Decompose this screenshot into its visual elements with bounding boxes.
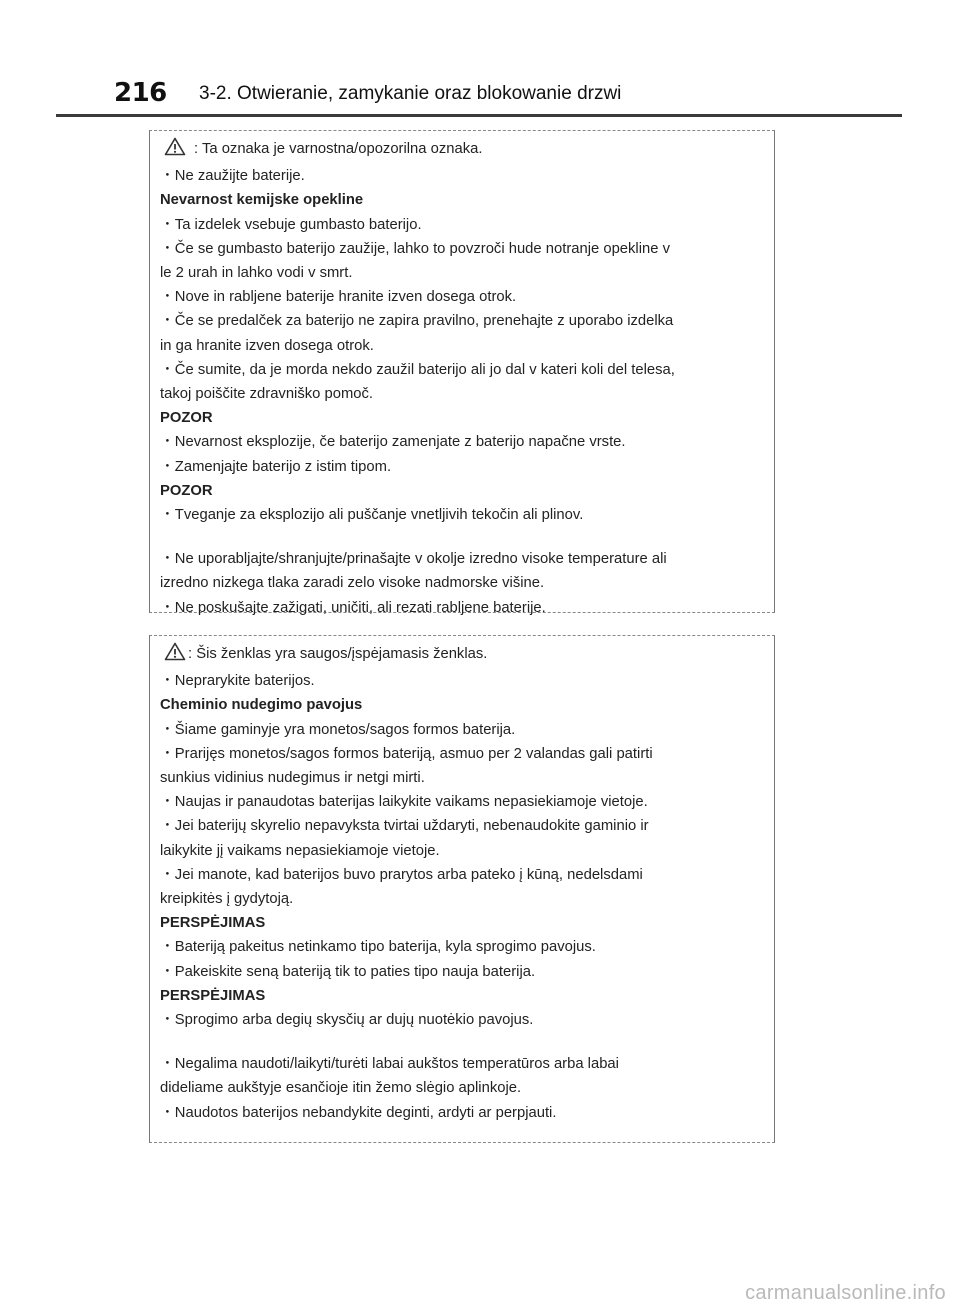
page-header: [0, 0, 960, 118]
bullet-text: ・Negalima naudoti/laikyti/turėti labai aukštos temperatūros arba labai: [160, 1056, 619, 1073]
bullet-text-continued: kreipkitės į gydytoją.: [160, 891, 294, 908]
watermark: carmanualsonline.info: [745, 1282, 946, 1304]
bullet-text: ・Nevarnost eksplozije, če baterijo zamenjate z baterijo napačne vrste.: [160, 434, 626, 451]
bullet-text: ・Šiame gaminyje yra monetos/sagos formos baterija.: [160, 721, 516, 738]
caution-heading: POZOR: [160, 410, 213, 427]
bullet-text-continued: dideliame aukštyje esančioje itin žemo slėgio aplinkoje.: [160, 1080, 522, 1097]
bullet-text: ・Jei manote, kad baterijos buvo prarytos arba pateko į kūną, nedelsdami: [160, 866, 643, 883]
warning-symbol-text: : Ta oznaka je varnostna/opozorilna oznaka.: [194, 141, 483, 157]
caution-heading: PERSPĖJIMAS: [160, 987, 266, 1004]
section-heading: Cheminio nudegimo pavojus: [160, 697, 363, 714]
bullet-text: ・Zamenjajte baterijo z istim tipom.: [160, 458, 392, 475]
section-heading: Nevarnost kemijske opekline: [160, 192, 364, 209]
bullet-text: ・Jei baterijų skyrelio nepavyksta tvirtai uždaryti, nebenaudokite gaminio ir: [160, 818, 649, 835]
bullet-text: ・Pakeiskite seną bateriją tik to paties tipo nauja baterija.: [160, 963, 536, 980]
bullet-text-continued: laikykite jį vaikams nepasiekiamoje vietoje.: [160, 842, 440, 859]
header-divider: [56, 114, 902, 117]
bullet-text-continued: takoj poiščite zdravniško pomoč.: [160, 386, 374, 403]
warning-box-lithuanian: [149, 635, 775, 1143]
bullet-text: ・Neprarykite baterijos.: [160, 673, 315, 690]
page-number: 216: [114, 78, 167, 108]
bullet-text: ・Ne uporabljajte/shranjujte/prinašajte v okolje izredno visoke temperature ali: [160, 551, 667, 568]
bullet-text: ・Če se gumbasto baterijo zaužije, lahko to povzroči hude notranje opekline v: [160, 240, 670, 257]
bullet-text: ・Bateriją pakeitus netinkamo tipo baterija, kyla sprogimo pavojus.: [160, 939, 596, 956]
bullet-text-continued: in ga hranite izven dosega otrok.: [160, 337, 374, 354]
warning-box-slovenian: [149, 130, 775, 616]
bullet-text: ・Ne zaužijte baterije.: [160, 168, 305, 185]
bullet-text: ・Ne poskušajte zažigati, uničiti, ali rezati rabljene baterije.: [160, 599, 546, 616]
caution-heading: PERSPĖJIMAS: [160, 915, 266, 932]
bullet-text-continued: le 2 urah in lahko vodi v smrt.: [160, 265, 353, 282]
caution-heading: POZOR: [160, 482, 213, 499]
chapter-title: 3-2. Otwieranie, zamykanie oraz blokowanie drzwi: [199, 83, 622, 104]
bullet-text: ・Če sumite, da je morda nekdo zaužil baterijo ali jo dal v kateri koli del telesa,: [160, 361, 675, 378]
warning-symbol-text: : Šis ženklas yra saugos/įspėjamasis ženklas.: [188, 646, 488, 662]
warning-triangle-icon: [164, 137, 186, 164]
warning-symbol-line: [160, 642, 764, 669]
bullet-text: ・Naujas ir panaudotas baterijas laikykite vaikams nepasiekiamoje vietoje.: [160, 794, 648, 811]
bullet-text: ・Tveganje za eksplozijo ali puščanje vnetljivih tekočin ali plinov.: [160, 507, 584, 524]
bullet-text: ・Nove in rabljene baterije hranite izven dosega otrok.: [160, 289, 517, 306]
warning-symbol-line: [160, 137, 764, 164]
bullet-text: ・Sprogimo arba degių skysčių ar dujų nuotėkio pavojus.: [160, 1012, 534, 1029]
warning-triangle-icon: [164, 642, 186, 669]
bullet-text-continued: sunkius vidinius nudegimus ir netgi mirti.: [160, 770, 425, 787]
bullet-text: ・Prarijęs monetos/sagos formos bateriją, asmuo per 2 valandas gali patirti: [160, 745, 653, 762]
bullet-text-continued: izredno nizkega tlaka zaradi zelo visoke nadmorske višine.: [160, 575, 545, 592]
bullet-text: ・Naudotos baterijos nebandykite deginti, ardyti ar perpjauti.: [160, 1104, 557, 1121]
bullet-text: ・Ta izdelek vsebuje gumbasto baterijo.: [160, 216, 422, 233]
bullet-text: ・Če se predalček za baterijo ne zapira pravilno, prenehajte z uporabo izdelka: [160, 313, 674, 330]
